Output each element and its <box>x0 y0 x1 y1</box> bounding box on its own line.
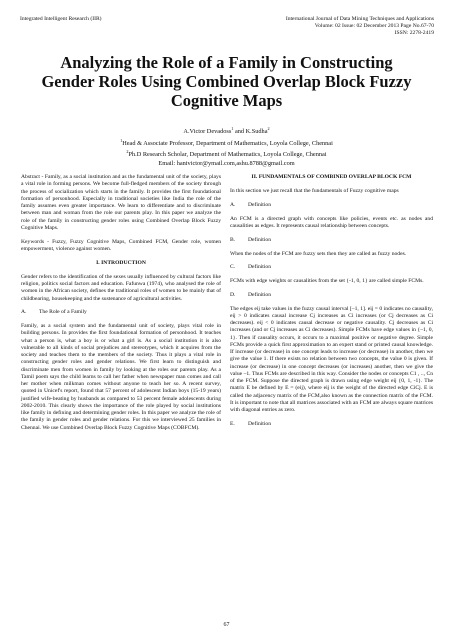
intro-paragraph-2: Family, as a social system and the fundamental unit of society, plays vital role in building persons. In provides the first foundational formation of personhood. It teaches what a person is, what a boy is or what a girl is. As a social institution it is also vulnerable to all kinds of social prejudices and stereotypes, which it acquires from the society and teaches them to the members of the society. Thus it plays a vital role in constructing gender roles and gender relations. We first learn to distinguish and discriminate men from women in family by looking at the roles our parents play. As a Tamil poem says the child learns to call her father when newspaper man comes and call her mother when milkman comes without anyone to teach her so. A recent survey, quoted in Unicef's report, found that 57 percent of adolescent Indian boys (15-19 years) justified wife-beating by husbands as compared to 53 percent female adolescents during 2002-2010. This clearly shows the importance of the role played by social institutions like family in defining and determining gender roles. In this paper we analyze the role of the family in gender roles and gender relations. For this we interviewed 25 families in Chennai. We use Combined Overlap Block Fuzzy Cognitive Maps (COBFCM). <box>21 323 221 431</box>
author-names: A.Victor Devadoss$^1$ and K.Sudha$^2$ <box>183 126 270 136</box>
affiliation-1: $^1$Head & Associate Professor, Department of Mathematics, Loyola College, Chennai <box>120 137 333 147</box>
subsection-heading-role-of-family: A. The Role of a Family <box>21 309 87 316</box>
section-heading-introduction: I. INTRODUCTION <box>96 259 146 266</box>
definition-b-text: When the nodes of the FCM are fuzzy sets then they are called as fuzzy nodes. <box>230 250 407 257</box>
right-column <box>230 174 433 435</box>
author-email: Email: hanivictor@ymail.com,ashu.8788@gmail.com <box>158 160 295 168</box>
definition-e-heading: E. Definition <box>230 420 271 427</box>
definition-c-heading: C. Definition <box>230 264 271 271</box>
paper-title: Analyzing the Role of a Family in Constructing Gender Roles Using Combined Overlap Block Fuzzy Cognitive Maps <box>41 53 412 110</box>
section-heading-fundamentals: II. FUNDAMENTALS OF COMBINED OVERLAP BLOCK FCM <box>251 174 412 180</box>
definition-a-text: An FCM is a directed graph with concepts like policies, events etc. as nodes and causalities as edges. It represents causal relationship between concepts. <box>230 215 433 229</box>
affiliation-2: $^2$Ph.D Research Scholar, Department of Mathematics, Loyola College, Chennai <box>126 149 327 159</box>
definition-d-text: The edges eij take values in the fuzzy causal interval [–1, 1]. eij = 0 indicates no causality, eij > 0 indicates causal increase Cj increases as Ci increases (or Cj decreases as Ci decreases). eij < 0 indicates causal decrease or negative causality. Cj decreases as Ci increases (and or Cj increases as Ci decreases). Simple FCMs have edge values in {–1, 0, 1}. Then if causality occurs, it occurs to a maximal positive or negative degree. Simple FCMs provide a quick first approximation to an expert stand or printed causal knowledge. If increase (or decrease) in one concept leads to increase (or decrease) in another, then we give the value 1. If there exists no relation between two concepts, the value 0 is given. If increase (or decrease) in one concept decreases (or increases) another, then we give the value –1. Thus FCMs are described in this way. Consider the nodes or concepts C1 , .., Cn of the FCM. Suppose the directed graph is drawn using edge weight eij {0, 1, -1}. The matrix E be defined by E = (eij), where eij is the weight of the directed edge CiCj. E is called the adjacency matrix of the FCM,also known as the connection matrix of the FCM. It is important to note that all matrices associated with an FCM are always square matrices with diagonal entries as zero. <box>230 305 433 413</box>
page-number: 67 <box>223 622 230 628</box>
intro-paragraph-1: Gender refers to the identification of the sexes usually influenced by cultural factors like religion, politics social factors and education. Fafunwa (1974), who analysed the role of women in the African society, defines the traditional roles of women to be mainly that of childbearing, housekeeping and the sustenance of agricultural activities. <box>21 273 221 302</box>
definition-c-text: FCMs with edge weights or causalities from the set {-1, 0, 1} are called simple FCMs. <box>230 278 424 284</box>
definition-d-heading: D. Definition <box>230 291 271 298</box>
header-left: Integrated Intelligent Research (IIR) <box>20 16 102 22</box>
author-block <box>40 125 413 169</box>
issn: ISSN: 2278-2419 <box>394 30 434 36</box>
definition-a-heading: A. Definition <box>230 202 271 208</box>
definition-b-heading: B. Definition <box>230 236 271 243</box>
journal-name: International Journal of Data Mining Techniques and Applications <box>285 16 434 22</box>
left-column <box>21 174 221 438</box>
volume-info: Volume: 02 Issue: 02 December 2013 Page No.67-70 <box>314 23 434 29</box>
keywords: Keywords - Fuzzy, Fuzzy Cognitive Maps, Combined FCM, Gender role, women empowerment, violence against women. <box>21 238 221 252</box>
abstract: Abstract - Family, as a social institution and as the fundamental unit of the society, plays a vital role in forming persons. We become full-fledged members of the society through the process of socialization which starts in the family. It provides the first foundational formation of personhood. Especially in traditional societies like India the role of the family assumes even greater importance. We learn to differentiate and to discriminate between man and woman from the role our parents play. In this paper we analyze the role of the family in constructing gender roles using Combined Overlap Block Fuzzy Cognitive Maps. <box>21 174 221 231</box>
header-right <box>194 16 434 37</box>
fundamentals-intro: In this section we just recall that the fundamentals of Fuzzy cognitive maps <box>230 188 399 195</box>
